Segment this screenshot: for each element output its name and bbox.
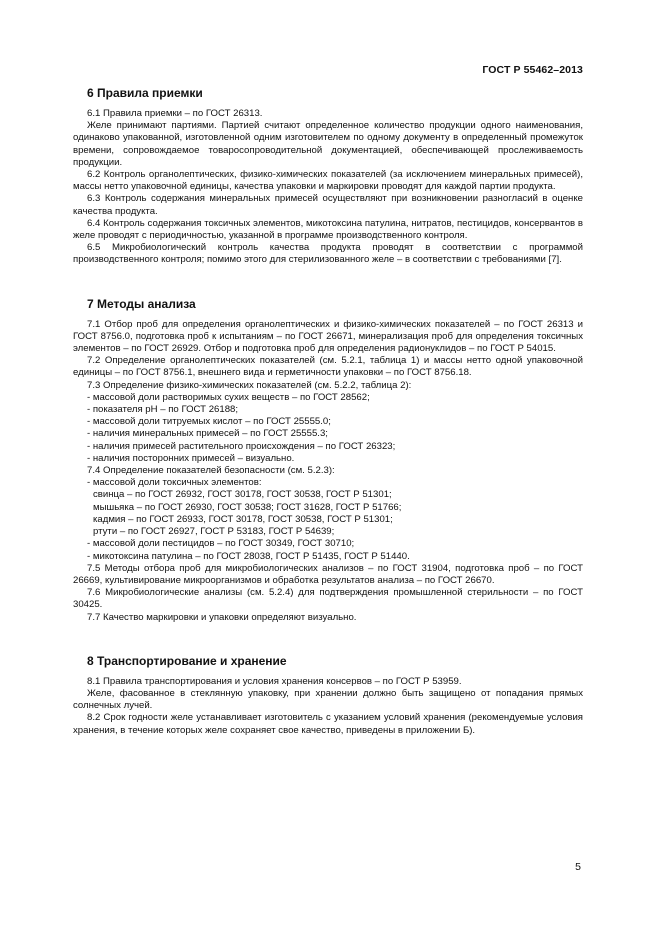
paragraph: 6.2 Контроль органолептических, физико-химических показателей (за исключением минеральных примесей), массы нетто упаковочной единицы, качества упаковки и маркировки проводят для каждой партии продукта.	[73, 169, 583, 193]
section-analysis-methods	[73, 297, 583, 624]
section-transport-storage	[73, 654, 583, 737]
paragraph: 7.6 Микробиологические анализы (см. 5.2.4) для подтверждения промышленной стерильности – по ГОСТ 30425.	[73, 587, 583, 611]
page-number: 5	[575, 861, 581, 873]
sub-list-item: кадмия – по ГОСТ 26933, ГОСТ 30178, ГОСТ 30538, ГОСТ Р 51301;	[93, 513, 393, 525]
list-item: - наличия минеральных примесей – по ГОСТ 25555.3;	[87, 428, 328, 440]
paragraph: 7.2 Определение органолептических показателей (см. 5.2.1, таблица 1) и массы нетто одной упаковочной единицы – по ГОСТ 8756.1, внешнего вида и герметичности упаковки – по ГОСТ 8756.18.	[73, 355, 583, 379]
list-item: - массовой доли токсичных элементов:	[87, 477, 262, 489]
paragraph: 6.1 Правила приемки – по ГОСТ 26313.	[87, 108, 263, 119]
paragraph: 6.5 Микробиологический контроль качества продукта проводят в соответствии с программой производственного контроля; помимо этого для стерилизованного желе – в соответствии с требованиями [7].	[73, 242, 583, 266]
section-title: 7 Методы анализа	[87, 296, 196, 311]
paragraph: 6.3 Контроль содержания минеральных примесей осуществляют при возникновении разногласий в оценке качества продукта.	[73, 193, 583, 217]
document-body	[73, 86, 583, 737]
list-item: - микотоксина патулина – по ГОСТ 28038, ГОСТ Р 51435, ГОСТ Р 51440.	[87, 550, 410, 562]
list-item: - наличия посторонних примесей – визуально.	[87, 452, 295, 464]
paragraph: 8.1 Правила транспортирования и условия хранения консервов – по ГОСТ Р 53959.	[87, 675, 462, 687]
paragraph: 7.1 Отбор проб для определения органолептических и физико-химических показателей – по ГОСТ 26313 и ГОСТ 8756.0, подготовка проб к испытаниям – по ГОСТ 26671, минерализация проб для определения токсичных элементов – по ГОСТ 26929. Отбор и подготовка проб для определения радионуклидов – по ГОСТ Р 54015.	[73, 318, 583, 355]
paragraph: 7.4 Определение показателей безопасности (см. 5.2.3):	[87, 465, 335, 477]
paragraph: 7.5 Методы отбора проб для микробиологических анализов – по ГОСТ 31904, подготовка проб – по ГОСТ 26669, культивирование микроорганизмов и обработка результатов анализа – по ГОСТ 26670.	[73, 562, 583, 586]
document-code: ГОСТ Р 55462–2013	[482, 64, 583, 76]
section-title: 6 Правила приемки	[87, 86, 203, 100]
list-item: - массовой доли титруемых кислот – по ГОСТ 25555.0;	[87, 416, 331, 428]
list-item: - массовой доли пестицидов – по ГОСТ 30349, ГОСТ 30710;	[87, 538, 355, 550]
paragraph: 6.4 Контроль содержания токсичных элементов, микотоксина патулина, нитратов, пестицидов, консервантов в желе проводят с периодичностью, указанной в программе производственного контроля.	[73, 217, 583, 242]
list-item: - показателя pH – по ГОСТ 26188;	[87, 404, 239, 416]
sub-list-item: свинца – по ГОСТ 26932, ГОСТ 30178, ГОСТ 30538, ГОСТ Р 51301;	[93, 489, 392, 501]
paragraph: Желе принимают партиями. Партией считают определенное количество продукции одного наименования, одинаково упакованной, изготовленной одним изготовителем по одному документу в определенный промежуток времени, сопровождаемое товаросопроводительной документацией, обеспечивающей прослеживаемость продукции.	[73, 120, 583, 168]
paragraph: Желе, фасованное в стеклянную упаковку, при хранении должно быть защищено от попадания прямых солнечных лучей.	[73, 687, 583, 712]
sub-list-item: мышьяка – по ГОСТ 26930, ГОСТ 30538; ГОСТ 31628, ГОСТ Р 51766;	[93, 501, 402, 513]
paragraph: 7.3 Определение физико-химических показателей (см. 5.2.2, таблица 2):	[87, 379, 412, 391]
section-title: 8 Транспортирование и хранение	[87, 653, 287, 668]
section-acceptance-rules	[73, 86, 583, 267]
paragraph: 7.7 Качество маркировки и упаковки определяют визуально.	[87, 611, 357, 623]
list-item: - массовой доли растворимых сухих веществ – по ГОСТ 28562;	[87, 391, 370, 403]
list-item: - наличия примесей растительного происхождения – по ГОСТ 26323;	[87, 440, 396, 452]
sub-list-item: ртути – по ГОСТ 26927, ГОСТ Р 53183, ГОСТ Р 54639;	[93, 526, 335, 538]
paragraph: 8.2 Срок годности желе устанавливает изготовитель с указанием условий хранения (рекомендуемые условия хранения, в течение которых желе сохраняет свое качество, приведены в приложении Б).	[73, 712, 583, 736]
